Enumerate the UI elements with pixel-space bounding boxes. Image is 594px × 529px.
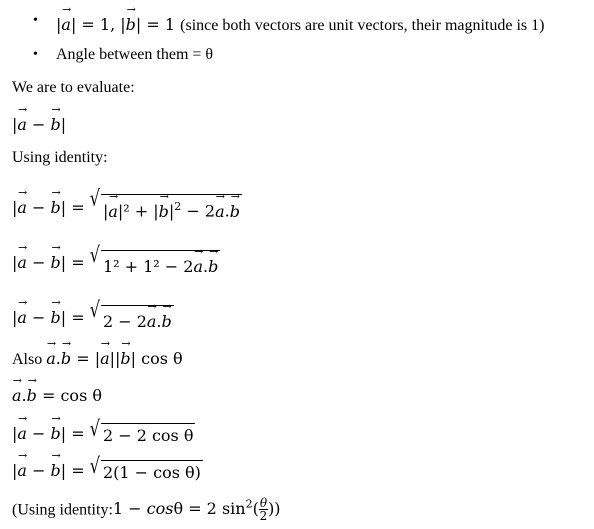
- equation-4: |→ a − → b| = √ 2 − 2 cos θ: [12, 419, 195, 447]
- unit-magnitude-formula: |→ a| = 1, |→ b| = 1 (since both vectors are unit vectors, their magnitude is 1): [56, 10, 544, 37]
- also-label: Also: [12, 351, 43, 368]
- angle-statement: Angle between them = θ: [56, 46, 214, 63]
- dot-product-simplified: → a.→ b = cos θ: [12, 381, 102, 407]
- bullet-dot: •: [33, 47, 38, 62]
- half-angle-identity-note: (Using identity:1 − cosθ = 2 $\sin^2$( $\frac{\theta}{2}$ )): [12, 496, 281, 524]
- final-note-prefix: (Using identity:: [12, 501, 113, 519]
- evaluate-label: We are to evaluate:: [12, 79, 135, 96]
- identity-label: Using identity:: [12, 149, 108, 166]
- bullet-dot: •: [33, 13, 38, 28]
- dot-product-definition: Also → a.→ b = |→ a||→ b| cos θ: [12, 344, 183, 371]
- equation-5: |→ a − → b| = √ 2(1 − cos θ): [12, 456, 203, 484]
- equation-3: |→ a − → b| = √ 2 − 2→ a.→ b: [12, 303, 174, 333]
- unit-vector-note: (since both vectors are unit vectors, their magnitude is 1): [180, 17, 545, 34]
- target-expression: |→ a − → b|: [12, 110, 66, 136]
- equation-2: |→ a − → b| = √ 1² + 1² − 2→ a.→ b: [12, 248, 220, 278]
- equation-1: |→ a − → b| = √ |→ a|² + |→ $b|^2 - 2\to a.\to b$: [12, 193, 242, 223]
